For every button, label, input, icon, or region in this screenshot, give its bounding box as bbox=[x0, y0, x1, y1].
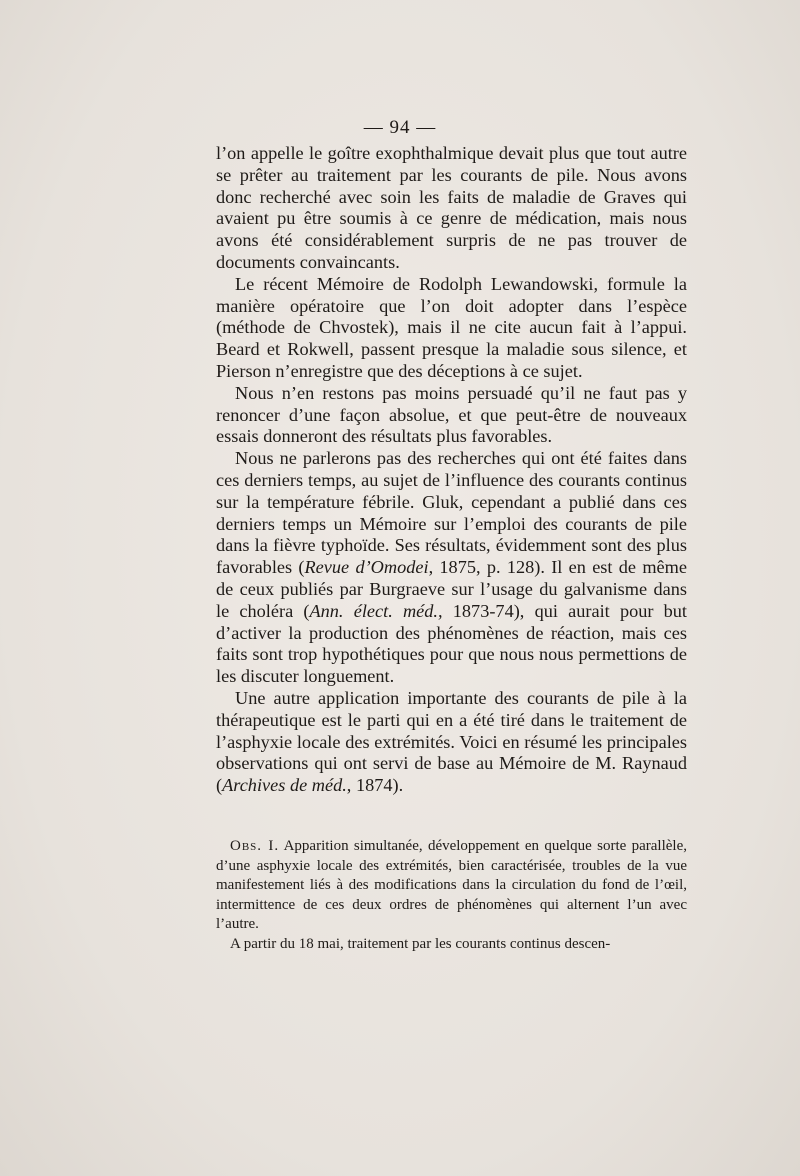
paragraph-1: l’on appelle le goître exophthalmique devait plus que tout autre se prêter au traitement par les courants de pile. Nous avons donc recherché avec soin les faits de maladie de Graves qui avaient pu être soumis à ce genre de médication, mais nous avons été considérablement surpris de ne pas trouver de documents convaincants. bbox=[216, 143, 687, 272]
observation-label: Obs. I. bbox=[230, 838, 280, 854]
paragraph-5-text-a: Une autre application importante des courants de pile à la thérapeutique est le parti qui en a été tiré dans le traitement de l’asphyxie locale des extrémités. Voici en résumé les principales observations qui ont servi de base au Mémoire de M. Raynaud ( bbox=[216, 687, 687, 796]
paragraph-4-text-c: 1873-74), qui aurait pour but d’activer la production des phénomènes de réaction, mais ces faits sont trop hypothétiques pour que nous nous permettions de les discuter longuement. bbox=[216, 600, 688, 687]
paragraph-5-text-b: , 1874). bbox=[346, 775, 404, 796]
citation-ann-elect-med: Ann. élect. méd., bbox=[309, 600, 443, 621]
citation-revue-omodei: Revue d’Omodei bbox=[304, 557, 429, 578]
citation-archives-med: Archives de méd. bbox=[222, 775, 347, 796]
page-number: — 94 — bbox=[363, 117, 437, 138]
observation-notes bbox=[216, 837, 687, 954]
observation-1-text: Apparition simultanée, développement en quelque sorte parallèle, d’une asphyxie locale des extrémités, bien caractérisée, troubles de la vue manifestement liés à des modifications dans la circulation du fond de l’œil, intermittence de ces deux ordres de phénomènes qui alternent l’un avec l’autre. bbox=[216, 838, 687, 932]
paragraph-4 bbox=[216, 448, 687, 688]
paragraph-2: Le récent Mémoire de Rodolph Lewandowski, formule la manière opératoire que l’on doit adopter dans l’espèce (méthode de Chvostek), mais il ne cite aucun fait à l’appui. Beard et Rokwell, passent presque la maladie sous silence, et Pierson n’enregistre que des déceptions à ce sujet. bbox=[216, 273, 687, 381]
paragraph-4-text-a: Nous ne parlerons pas des recherches qui ont été faites dans ces derniers temps, au sujet de l’influence des courants continus sur la température fébrile. Gluk, cependant a publié dans ces derniers temps un Mémoire sur l’emploi des courants de pile dans la fièvre typhoïde. Ses résultats, évidemment sont des plus favorables ( bbox=[216, 448, 687, 578]
paragraph-3: Nous n’en restons pas moins persuadé qu’il ne faut pas y renoncer d’une façon absolue, et que peut-être de nouveaux essais donneront des résultats plus favorables. bbox=[216, 382, 687, 447]
paragraph-4-text-b: , 1875, p. 128). Il en est de même de ceux publiés par Burgraeve sur l’usage du galvanisme dans le choléra ( bbox=[216, 557, 687, 621]
paragraph-5 bbox=[216, 688, 687, 797]
body-text bbox=[216, 143, 687, 797]
observation-1 bbox=[216, 837, 687, 935]
observation-1-treatment: A partir du 18 mai, traitement par les courants continus descen- bbox=[230, 935, 611, 952]
